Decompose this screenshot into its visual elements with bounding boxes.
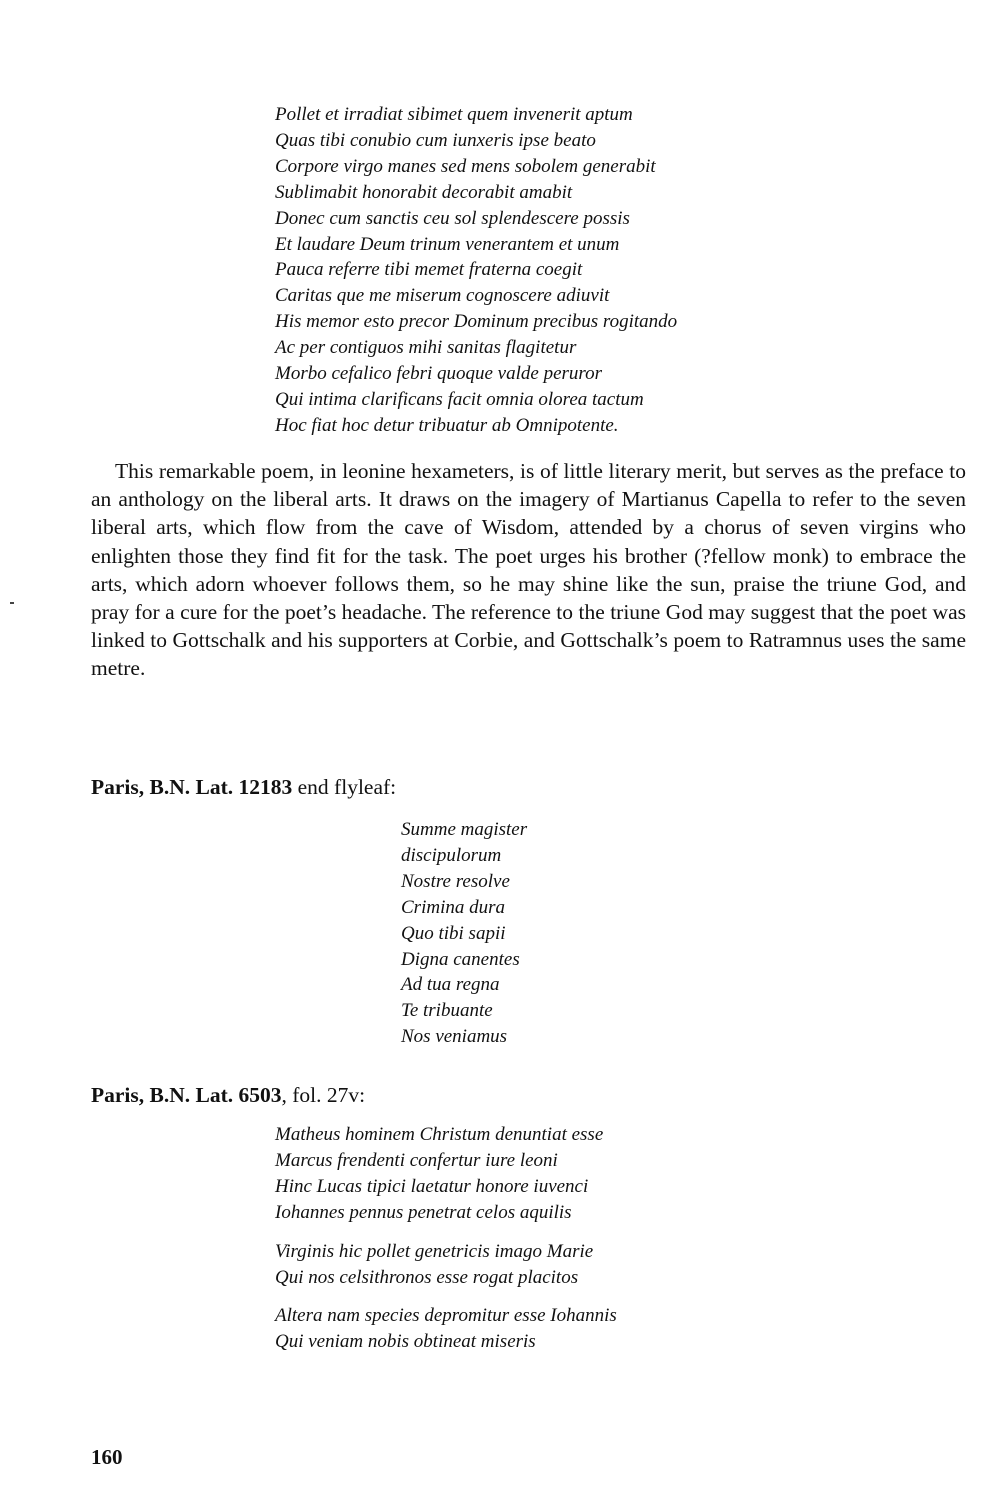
- poem-line: Qui intima clarificans facit omnia olorea tactum: [275, 388, 644, 410]
- virgin-stanza: [275, 1239, 593, 1291]
- poem-line: Pollet et irradiat sibimet quem invenerit aptum: [275, 104, 633, 125]
- poem-line: Morbo cefalico febri quoque valde peruror: [275, 363, 602, 385]
- manuscript-heading: [91, 1081, 365, 1109]
- poem-line: Digna canentes: [401, 948, 520, 970]
- page-number: 160: [91, 1445, 123, 1469]
- poem-line: Quo tibi sapii: [401, 922, 506, 944]
- poem-line: His memor esto precor Dominum precibus rogitando: [275, 311, 678, 333]
- evangelist-stanza: [275, 1122, 603, 1226]
- poem-line: Matheus hominem Christum denuntiat esse: [275, 1124, 604, 1145]
- poem-line: Corpore virgo manes sed mens sobolem generabit: [275, 155, 656, 177]
- poem-line: Hoc fiat hoc detur tribuatur ab Omnipotente.: [275, 414, 619, 436]
- poem-line: Marcus frendenti confertur iure leoni: [275, 1149, 558, 1171]
- poem-line: Hinc Lucas tipici laetatur honore iuvenci: [275, 1175, 589, 1197]
- poem-line: Quas tibi conubio cum iunxeris ipse beato: [275, 129, 596, 151]
- preface-poem: [275, 102, 677, 439]
- poem-line: Ad tua regna: [401, 974, 500, 996]
- poem-line: discipulorum: [401, 844, 502, 866]
- poem-line: Ac per contiguos mihi sanitas flagitetur: [275, 337, 577, 359]
- john-stanza: [275, 1303, 617, 1355]
- poem-line: Pauca referre tibi memet fraterna coegit: [275, 259, 583, 281]
- manuscript-location: , fol. 27v:: [281, 1083, 366, 1107]
- flyleaf-poem: [401, 817, 527, 1050]
- poem-line: Summe magister: [401, 819, 528, 840]
- margin-speck: [10, 602, 14, 604]
- manuscript-location: end flyleaf:: [297, 775, 397, 799]
- manuscript-shelfmark: Paris, B.N. Lat. 12183: [91, 775, 293, 799]
- poem-line: Et laudare Deum trinum venerantem et unum: [275, 233, 620, 255]
- poem-line: Caritas que me miserum cognoscere adiuvit: [275, 285, 610, 307]
- poem-line: Crimina dura: [401, 896, 505, 918]
- poem-line: Nos veniamus: [401, 1026, 508, 1048]
- poem-line: Qui veniam nobis obtineat miseris: [275, 1330, 536, 1352]
- manuscript-shelfmark: Paris, B.N. Lat. 6503: [91, 1083, 282, 1107]
- commentary-paragraph: This remarkable poem, in leonine hexameters, is of little literary merit, but serves as the preface to an anthology on the liberal arts. It draws on the imagery of Martianus Capella to refer to the seven liberal arts, which flow from the cave of Wisdom, attended by a chorus of seven virgins who enlighten those they find fit for the task. The poet urges his brother (?fellow monk) to embrace the arts, which adorn whoever follows them, so he may shine like the sun, praise the triune God, and pray for a cure for the poet’s headache. The reference to the triune God may suggest that the poet was linked to Gottschalk and his supporters at Corbie, and Gottschalk’s poem to Ratramnus uses the same metre.: [91, 459, 966, 681]
- poem-line: Virginis hic pollet genetricis imago Marie: [275, 1241, 594, 1262]
- poem-line: Donec cum sanctis ceu sol splendescere possis: [275, 207, 630, 229]
- poem-line: Qui nos celsithronos esse rogat placitos: [275, 1266, 579, 1288]
- poem-line: Altera nam species depromitur esse Iohannis: [275, 1305, 617, 1326]
- poem-line: Iohannes pennus penetrat celos aquilis: [275, 1201, 572, 1223]
- poem-line: Te tribuante: [401, 1000, 493, 1022]
- poem-line: Sublimabit honorabit decorabit amabit: [275, 181, 573, 203]
- poem-line: Nostre resolve: [401, 870, 510, 892]
- manuscript-heading: [91, 773, 396, 801]
